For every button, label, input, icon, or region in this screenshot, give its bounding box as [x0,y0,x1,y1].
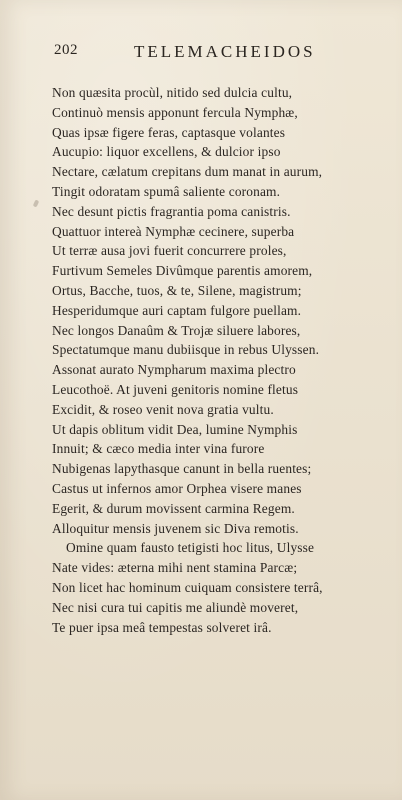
verse-line: Castus ut infernos amor Orphea visere manes [52,480,302,496]
verse-line: Assonat aurato Nympharum maxima plectro [52,362,296,378]
verse-line: Furtivum Semeles Divûmque parentis amorem, [52,263,313,279]
verse-line: Hesperidumque auri captam fulgore puellam. [52,302,302,318]
verse-line: Non quæsita procùl, nitido sed dulcia cultu, [52,85,293,100]
verse-line: Continuò mensis apponunt fercula Nymphæ, [52,104,298,120]
paper-blemish [33,199,40,207]
verse-line: Quattuor intereà Nymphæ cecinere, superba [52,223,295,239]
verse-line: Innuit; & cæco media inter vina furore [52,441,265,457]
verse-line: Quas ipsæ figere feras, captasque volantes [52,124,286,140]
verse-block [52,83,382,637]
verse-line: Omine quam fausto tetigisti hoc litus, Ulysse [66,540,315,556]
verse-line: Ut dapis oblitum vidit Dea, lumine Nymphis [52,421,298,437]
verse-line: Leucothoë. At juveni genitoris nomine fletus [52,381,299,397]
verse-line: Ut terræ ausa jovi fuerit concurrere proles, [52,243,287,259]
verse-line: Alloquitur mensis juvenem sic Diva remotis. [52,520,299,536]
verse-line: Nec nisi cura tui capitis me aliundè moveret, [52,599,299,615]
page-number: 202 [54,42,78,58]
verse-line: Nubigenas lapythasque canunt in bella ruentes; [52,461,312,477]
verse-line: Egerit, & durum movissent carmina Regem. [52,500,295,516]
verse-line: Nectare, cælatum crepitans dum manat in aurum, [52,164,323,180]
verse-line: Spectatumque manu dubiisque in rebus Ulyssen. [52,342,320,358]
verse-line: Tingit odoratam spumâ saliente coronam. [52,183,281,199]
verse-line: Aucupio: liquor excellens, & dulcior ipso [52,144,281,160]
verse-line: Nec desunt pictis fragrantia poma canistris. [52,203,291,219]
verse-line: Te puer ipsa meâ tempestas solveret irâ. [52,619,272,635]
verse-line: Ortus, Bacche, tuos, & te, Silene, magistrum; [52,282,302,298]
verse-line: Non licet hac hominum cuiquam consistere terrâ, [52,579,323,595]
running-title: TELEMACHEIDOS [134,42,316,61]
verse-line: Nate vides: æterna mihi nent stamina Parcæ; [52,560,298,576]
page-header [0,42,402,66]
verse-line: Nec longos Danaûm & Trojæ siluere labores, [52,322,301,338]
verse-line: Excidit, & roseo venit nova gratia vultu. [52,401,274,417]
